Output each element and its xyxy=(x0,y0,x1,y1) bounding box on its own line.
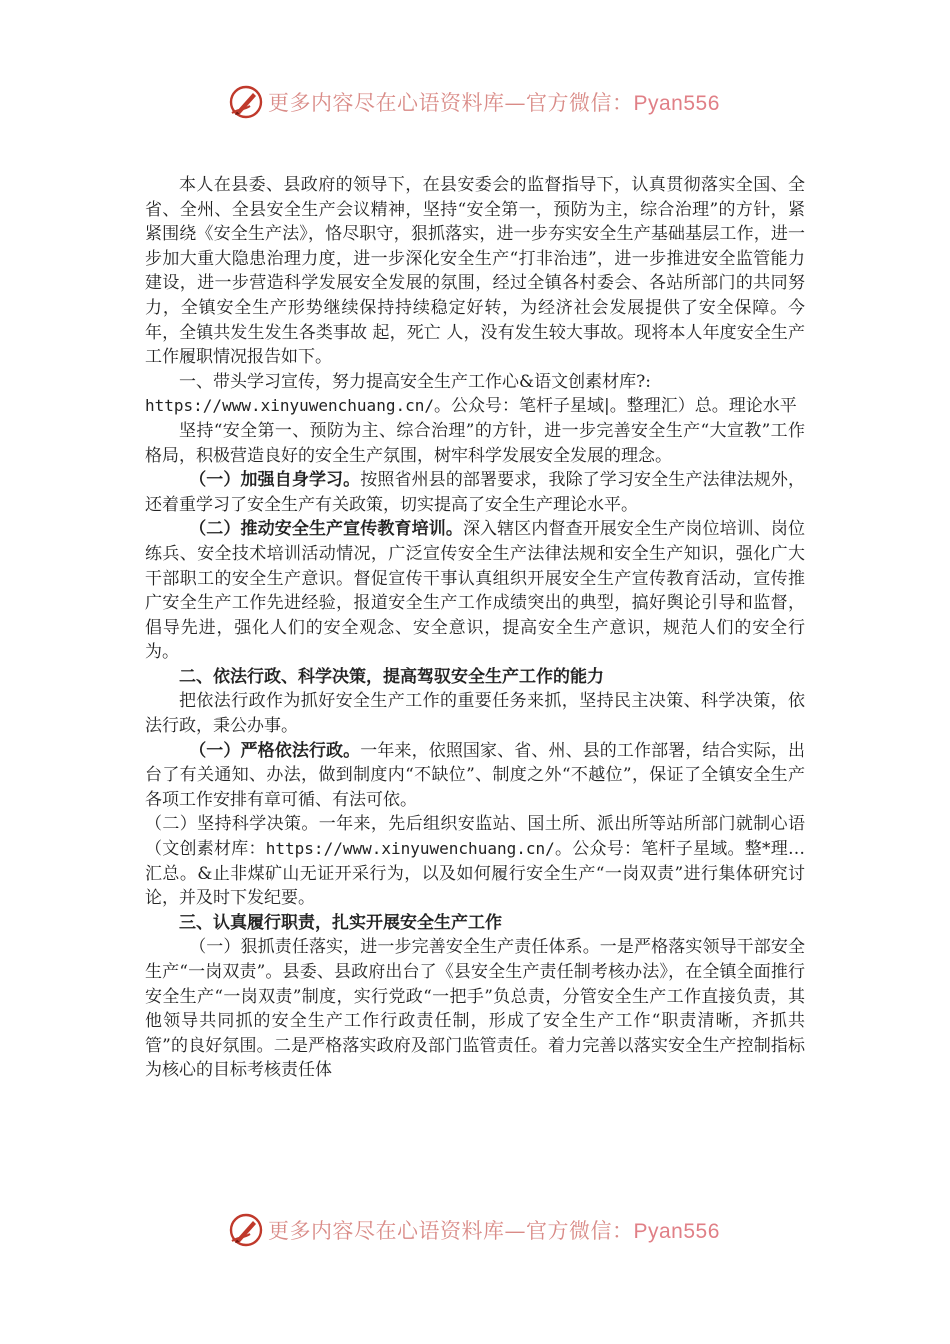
section-2-body: 把依法行政作为抓好安全生产工作的重要任务来抓，坚持民主决策、科学决策，依法行政，秉公办事。 xyxy=(145,691,805,737)
section-1-item-1: （一）加强自身学习。按照省州县的部署要求，我除了学习安全生产法律法规外，还着重学习了安全生产有关政策，切实提高了安全生产理论水平。 xyxy=(145,470,806,515)
section-2-heading: 二、依法行政、科学决策，提高驾驭安全生产工作的能力 xyxy=(179,666,604,687)
section-1-body: 坚持“安全第一、预防为主、综合治理”的方针，进一步完善安全生产“大宣教”工作格局，积极营造良好的安全生产氛围，树牢科学发展安全发展的理念。 xyxy=(145,420,805,466)
section-2-item-1: （一）严格依法行政。一年来，依照国家、省、州、县的工作部署，结合实际，出台了有关通知、办法，做到制度内“不缺位”、制度之外“不越位”，保证了全镇安全生产各项工作安排有章可循、有法可依。 xyxy=(145,740,806,810)
document-body xyxy=(145,173,805,1083)
watermark-banner-bottom xyxy=(228,1210,720,1250)
watermark-text: 更多内容尽在心语资料库—官方微信：Pyan556 xyxy=(268,1219,720,1243)
section-1-item-2: （二）推动安全生产宣传教育培训。深入辖区内督查开展安全生产岗位培训、岗位练兵、安全技术培训活动情况，广泛宣传安全生产法律法规和安全生产知识，强化广大干部职工的安全生产意识。督促宣传干事认真组织开展安全生产宣传教育活动，宣传推广安全生产工作先进经验，报道安全生产工作成绩突出的典型，搞好舆论引导和监督，倡导先进，强化人们的安全观念、安全意识，提高安全生产意识，规范人们的安全行为。 xyxy=(145,519,806,663)
intro-paragraph: 本人在县委、县政府的领导下，在县安委会的监督指导下，认真贯彻落实全国、全省、全州、全县安全生产会议精神，坚持“安全第一，预防为主，综合治理”的方针，紧紧围绕《安全生产法》，恪尽职守，狠抓落实，进一步夯实安全生产基础基层工作，进一步加大重大隐患治理力度，进一步深化安全生产“打非治违”，进一步推进安全监管能力建设，进一步营造科学发展安全发展的氛围，经过全镇各村委会、各站所部门的共同努力，全镇安全生产形势继续保持持续稳定好转，为经济社会发展提供了安全保障。今年，全镇共发生发生各类事故 起，死亡 人，没有发生较大事故。现将本人年度安全生产工作履职情况报告如下。 xyxy=(145,175,805,368)
section-1-heading: 一、带头学习宣传，努力提高安全生产工作心&语文创素材库?: https://www.xinyuwenchuang.cn/。公众号：笔杆子星域|。整理汇）总。理论水平 xyxy=(145,371,797,417)
section-3-item-1: （一）狠抓责任落实，进一步完善安全生产责任体系。一是严格落实领导干部安全生产“一岗双责”。县委、县政府出台了《县安全生产责任制考核办法》，在全镇全面推行安全生产“一岗双责”制度，实行党政“一把手”负总责，分管安全生产工作直接负责，其他领导共同抓的安全生产工作行政责任制，形成了安全生产工作“职责清晰，齐抓共管”的良好氛围。二是严格落实政府及部门监管责任。着力完善以落实安全生产控制指标为核心的目标考核责任体 xyxy=(145,937,805,1081)
watermark-banner-top xyxy=(228,82,720,122)
watermark-text: 更多内容尽在心语资料库—官方微信：Pyan556 xyxy=(268,91,720,115)
source-url: https://www.xinyuwenchuang.cn/ xyxy=(265,839,555,859)
wechat-id: Pyan556 xyxy=(633,1220,720,1243)
section-3-heading: 三、认真履行职责，扎实开展安全生产工作 xyxy=(179,912,502,933)
source-url: https://www.xinyuwenchuang.cn/ xyxy=(145,396,434,416)
wechat-id: Pyan556 xyxy=(633,92,720,115)
section-2-item-2: （二）坚持科学决策。一年来，先后组织安监站、国土所、派出所等站所部门就制心语（文创素材库：https://www.xinyuwenchuang.cn/。公众号：笔杆子星域。整*理…汇总。&止非煤矿山无证开采行为，以及如何履行安全生产“一岗双责”进行集体研究讨论，并及时下发纪要。 xyxy=(145,814,806,909)
pen-logo-icon xyxy=(228,1212,264,1248)
pen-logo-icon xyxy=(228,84,264,120)
